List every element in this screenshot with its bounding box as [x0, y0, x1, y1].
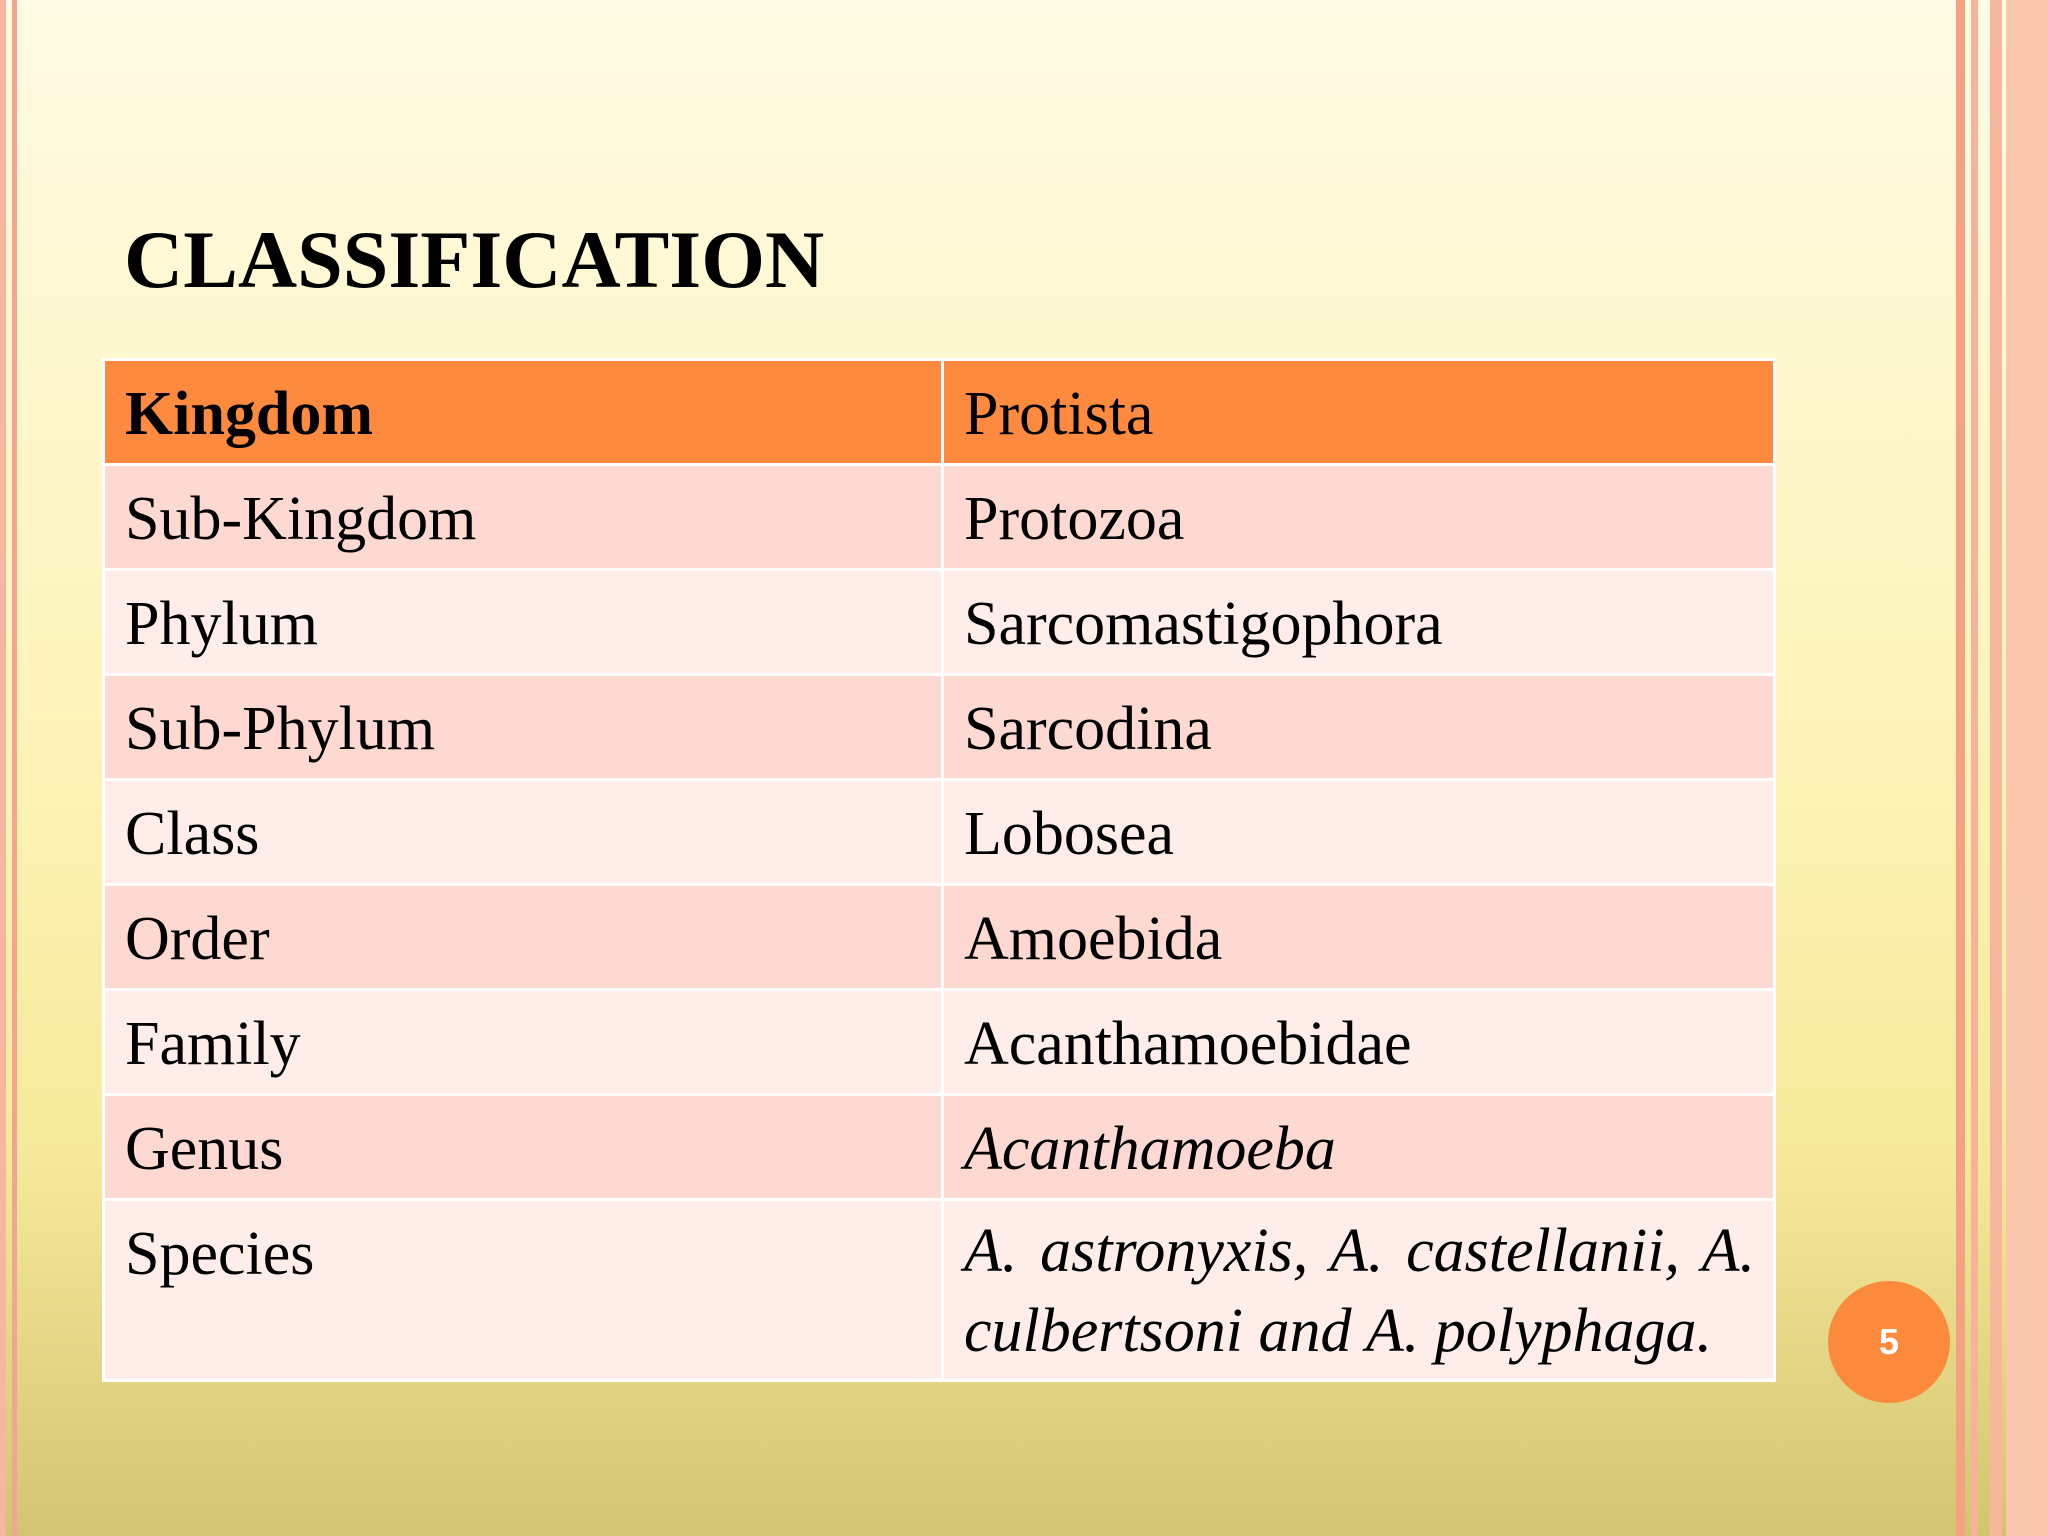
table-header-row: [104, 360, 1775, 465]
table-cell-value: Sarcomastigophora: [943, 570, 1775, 675]
table-cell-label: Class: [104, 780, 943, 885]
table-row: [104, 990, 1775, 1095]
table-cell-value: A. astronyxis, A. castellanii, A. culbertsoni and A. polyphaga.: [943, 1200, 1775, 1381]
page-number-badge: 5: [1828, 1281, 1950, 1403]
table-cell-label: Sub-Kingdom: [104, 465, 943, 570]
right-border-stripe: [1990, 0, 2002, 1536]
right-border-stripe: [1956, 0, 1965, 1536]
right-border-stripe: [1971, 0, 1978, 1536]
left-border-stripe: [0, 0, 6, 1536]
table-cell-value: Lobosea: [943, 780, 1775, 885]
table-row: [104, 570, 1775, 675]
table-row: [104, 1095, 1775, 1200]
table-cell-label: Order: [104, 885, 943, 990]
table-cell-value: Amoebida: [943, 885, 1775, 990]
slide-title: CLASSIFICATION: [124, 214, 825, 305]
table-cell-value: Acanthamoeba: [943, 1095, 1775, 1200]
table-cell-value: Protozoa: [943, 465, 1775, 570]
table-row: [104, 885, 1775, 990]
table-cell-value: Acanthamoebidae: [943, 990, 1775, 1095]
table-row: [104, 1200, 1775, 1381]
classification-table: [102, 358, 1776, 1382]
table-cell-label: Family: [104, 990, 943, 1095]
right-border-band: [2006, 0, 2048, 1536]
table-cell-label: Sub-Phylum: [104, 675, 943, 780]
table-cell-label: Genus: [104, 1095, 943, 1200]
table-cell-value: Sarcodina: [943, 675, 1775, 780]
table-cell-label: Species: [104, 1200, 943, 1381]
table-cell-label: Phylum: [104, 570, 943, 675]
table-row: [104, 675, 1775, 780]
table-cell-value: Protista: [943, 360, 1775, 465]
table-cell-label: Kingdom: [104, 360, 943, 465]
table-row: [104, 780, 1775, 885]
table-row: [104, 465, 1775, 570]
left-border-stripe: [12, 0, 17, 1536]
